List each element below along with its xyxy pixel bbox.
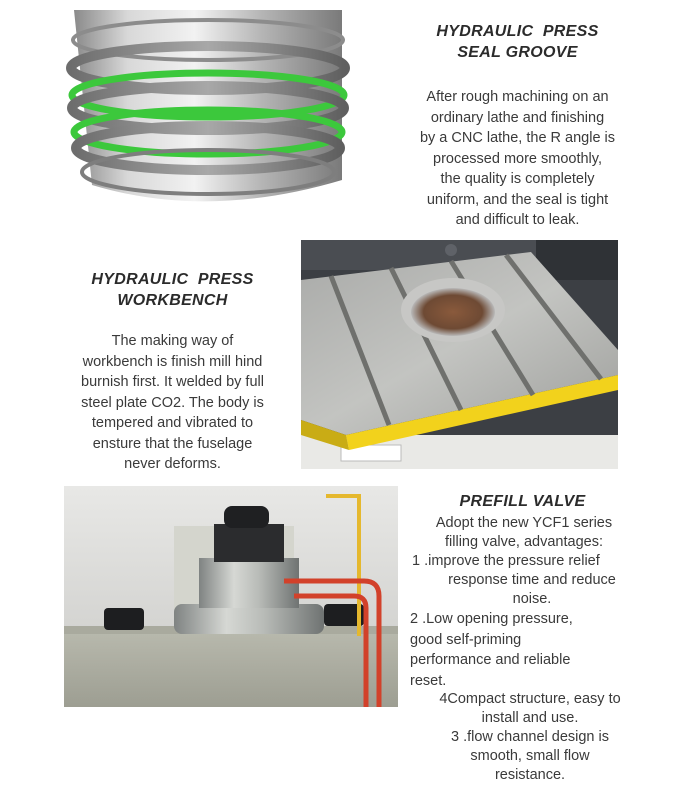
advantage-text-line: smooth, small flow [470, 748, 590, 764]
workbench-text-line: workbench is finish mill hind [82, 353, 263, 370]
advantage-number: 3 [450, 729, 460, 745]
seal-groove-photo [60, 10, 360, 220]
advantage-text-line: reset. [410, 672, 447, 689]
advantage-text-line: resistance. [494, 767, 566, 783]
advantage-text-line: 4Compact structure, easy to [439, 691, 621, 707]
advantage-text-line: good self-priming [410, 631, 522, 648]
workbench-photo [301, 240, 618, 469]
workbench-heading [45, 269, 300, 311]
seal-groove-heading-line1: HYDRAULIC PRESS [436, 23, 599, 40]
prefill-valve-heading: PREFILL VALVE [459, 493, 586, 510]
advantage-text-line [405, 728, 655, 747]
intro-text-line: Adopt the new YCF1 series [435, 515, 613, 531]
workbench-heading-line2: WORKBENCH [117, 292, 228, 309]
seal-groove-text-line: After rough machining on an [426, 89, 609, 105]
workbench-text-line: ensture that the fuselage [92, 435, 253, 452]
advantage-text-line: install and use. [481, 710, 579, 726]
advantage-item-3 [405, 690, 655, 728]
prefill-valve-intro [395, 514, 653, 552]
advantage-text: .flow channel design is [463, 729, 609, 745]
seal-groove-text-line: the quality is completely [440, 171, 595, 187]
seal-groove-text-line: processed more smoothly, [433, 150, 602, 167]
workbench-text-line: steel plate CO2. The body is [81, 394, 264, 411]
seal-groove-text-line: uniform, and the seal is tight [426, 191, 609, 208]
advantage-text-line: performance and reliable [410, 652, 571, 668]
seal-groove-text-line: and difficult to leak. [455, 212, 580, 228]
seal-groove-heading-line2: SEAL GROOVE [457, 44, 578, 61]
workbench-description [40, 331, 305, 475]
workbench-heading-line1: HYDRAULIC PRESS [91, 271, 254, 288]
advantage-text-line: 1 .improve the pressure relief [412, 553, 600, 569]
workbench-text-line: never deforms. [124, 456, 221, 472]
advantage-text-line: noise. [512, 591, 552, 607]
seal-groove-text-line: by a CNC lathe, the R angle is [419, 130, 616, 146]
advantage-text-line: 2 .Low opening pressure, [410, 611, 573, 627]
seal-groove-text-line: ordinary lathe and finishing [430, 109, 605, 126]
advantage-item-4 [405, 728, 655, 785]
advantage-text-line: response time and reduce [448, 572, 616, 588]
intro-text-line: filling valve, advantages: [445, 534, 603, 550]
workbench-text-line: The making way of [111, 333, 234, 349]
seal-groove-description [385, 87, 650, 231]
advantage-item-1 [412, 552, 652, 609]
seal-groove-heading [390, 21, 645, 63]
workbench-text-line: tempered and vibrated to [91, 415, 254, 431]
workbench-text-line: burnish first. It welded by full [81, 374, 264, 390]
prefill-valve-photo [64, 486, 398, 707]
advantage-item-2 [410, 609, 655, 691]
